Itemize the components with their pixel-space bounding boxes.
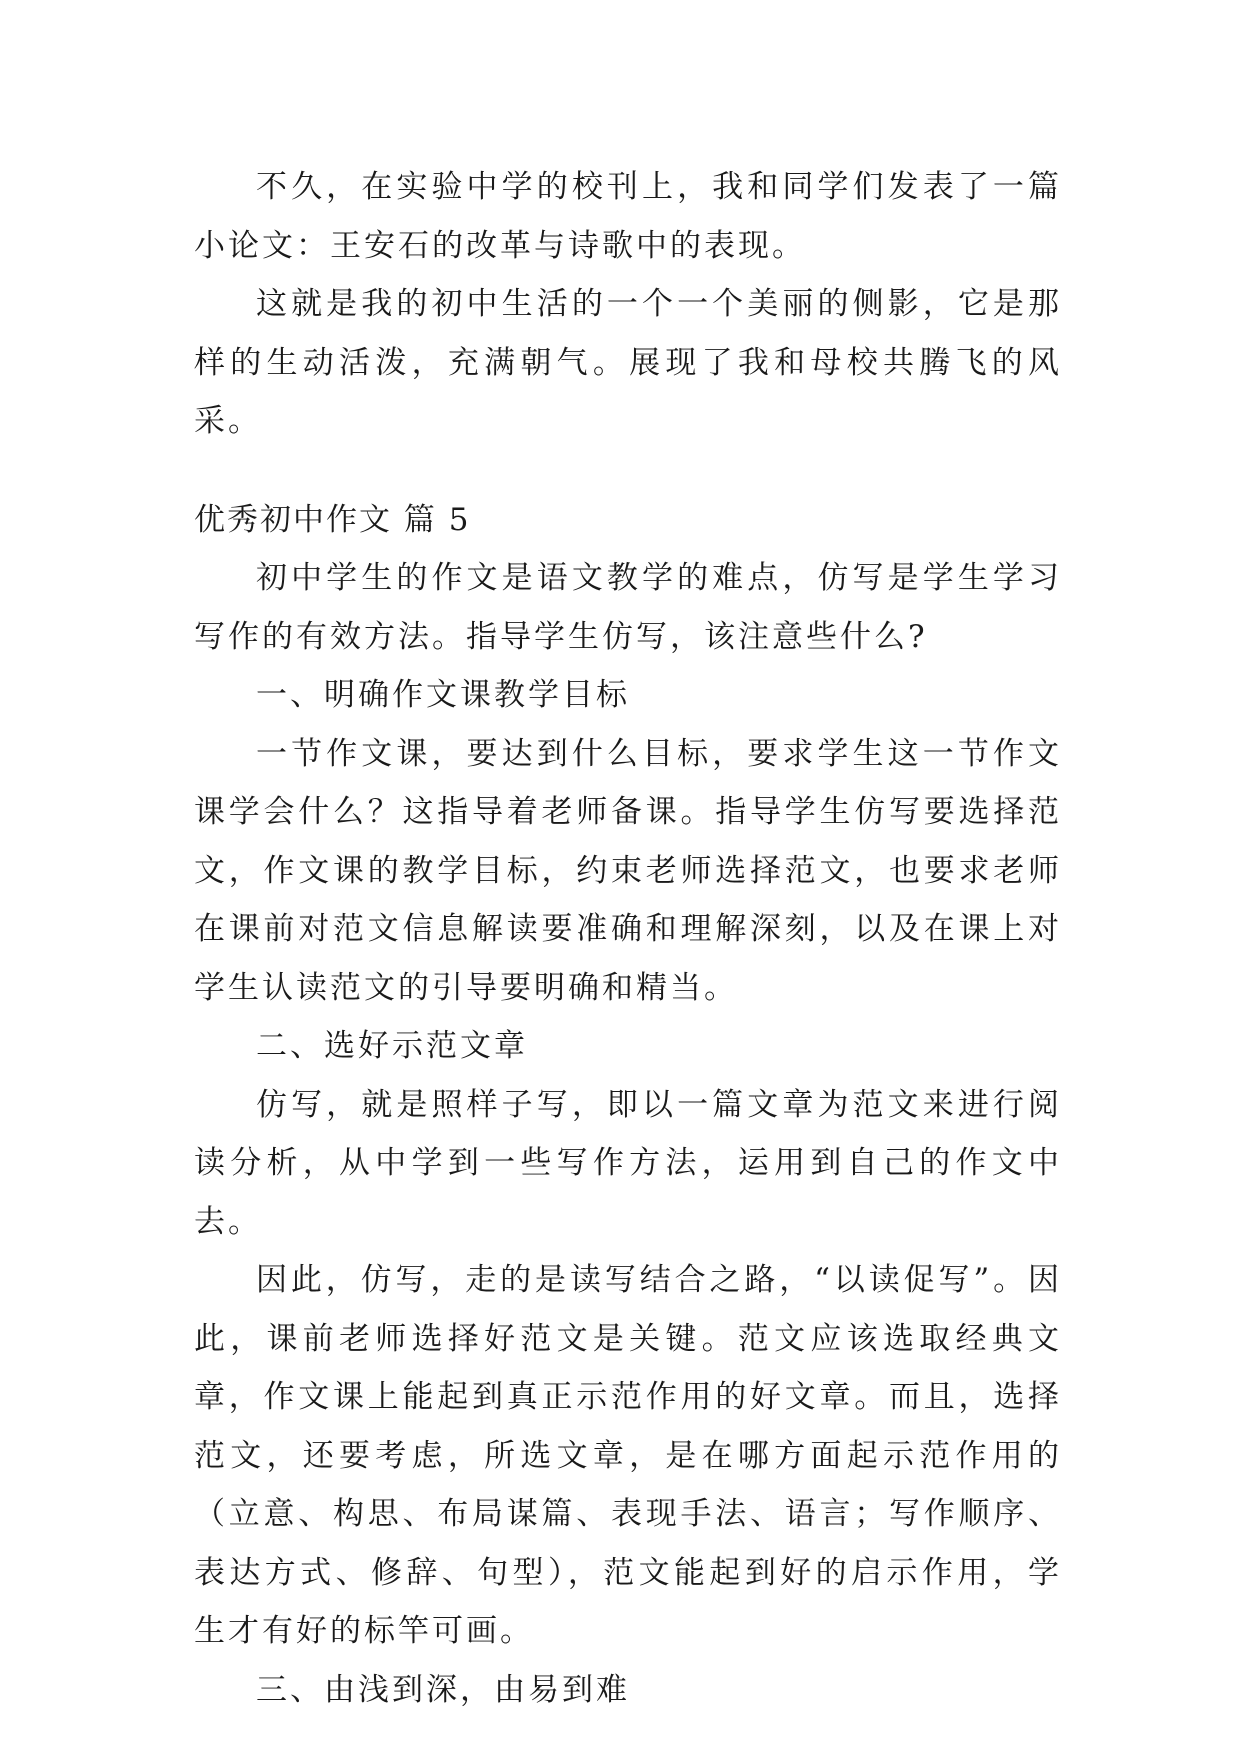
document-body: [194, 158, 1062, 1719]
paragraph-intro: 初中学生的作文是语文教学的难点，仿写是学生学习写作的有效方法。指导学生仿写，该注意些什么?: [194, 560, 1062, 655]
paragraph-choose-model: 因此，仿写，走的是读写结合之路，“以读促写”。因此，课前老师选择好范文是关键。范文应该选取经典文章，作文课上能起到真正示范作用的好文章。而且，选择范文，还要考虑，所选文章，是在哪方面起示范作用的（立意、构思、布局谋篇、表现手法、语言；写作顺序、表达方式、修辞、句型），范文能起到好的启示作用，学生才有好的标竿可画。: [194, 1262, 1062, 1649]
paragraph-teaching-goal: 一节作文课，要达到什么目标，要求学生这一节作文课学会什么？这指导着老师备课。指导学生仿写要选择范文，作文课的教学目标，约束老师选择范文，也要求老师在课前对范文信息解读要准确和理解深刻，以及在课上对学生认读范文的引导要明确和精当。: [194, 735, 1062, 1006]
section-heading: 优秀初中作文 篇 5: [194, 501, 471, 538]
subheading-teaching-goal: 一、明确作文课教学目标: [256, 677, 630, 713]
paragraph-junior-life-summary: 这就是我的初中生活的一个一个美丽的侧影，它是那样的生动活泼，充满朝气。展现了我和母校共腾飞的风采。: [194, 286, 1062, 439]
subheading-model-article: 二、选好示范文章: [256, 1028, 528, 1064]
paragraph-school-journal: 不久，在实验中学的校刊上，我和同学们发表了一篇小论文：王安石的改革与诗歌中的表现。: [194, 169, 1062, 264]
subheading-shallow-to-deep: 三、由浅到深，由易到难: [256, 1671, 630, 1708]
paragraph-imitation-definition: 仿写，就是照样子写，即以一篇文章为范文来进行阅读分析，从中学到一些写作方法，运用到自己的作文中去。: [194, 1086, 1062, 1240]
